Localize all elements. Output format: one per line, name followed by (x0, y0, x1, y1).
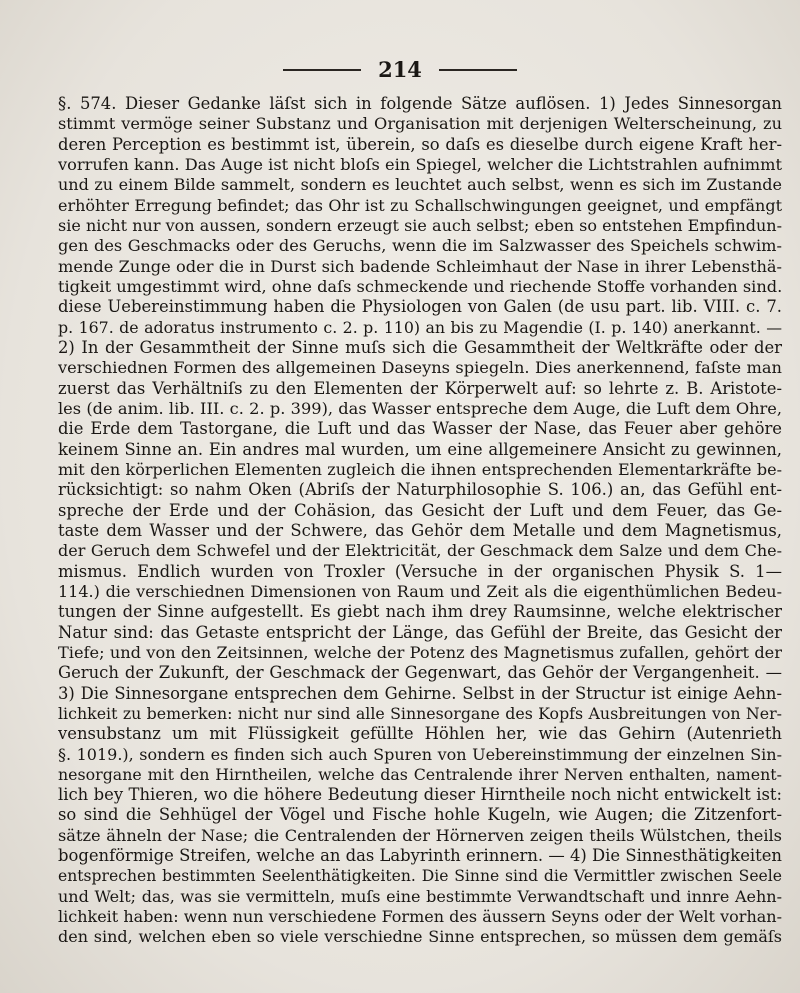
text-line: §. 1019.), sondern es finden sich auch Spuren von Uebereinstimmung der einzelnen Sin- (58, 744, 782, 764)
text-line: vensubstanz um mit Flüssigkeit gefüllte Höhlen her, wie das Gehirn (Autenrieth (58, 724, 782, 744)
text-line: §. 574. Dieser Gedanke läſst sich in folgende Sätze auflösen. 1) Jedes Sinnesorgan (58, 94, 782, 113)
text-line: erhöhter Erregung befindet; das Ohr ist zu Schallschwingungen geeignet, und empfängt (58, 195, 782, 215)
text-line: lichkeit zu bemerken: nicht nur sind alle Sinnesorgane des Kopfs Ausbreitungen von Ner- (58, 703, 782, 723)
text-line: les (de anim. lib. III. c. 2. p. 399), das Wasser entspreche dem Auge, die Luft dem Ohre, (58, 398, 782, 418)
text-line: mit den körperlichen Elementen zugleich die ihnen entsprechenden Elementarkräfte be- (58, 459, 782, 479)
text-line: nesorgane mit den Hirntheilen, welche das Centralende ihrer Nerven enthalten, nament- (58, 764, 782, 784)
text-line: Geruch der Zukunft, der Geschmack der Gegenwart, das Gehör der Vergangenheit. — (58, 663, 782, 683)
text-line: p. 167. de adoratus instrumento c. 2. p. 110) an bis zu Magendie (I. p. 140) anerkannt. — (58, 317, 782, 337)
text-line: bogenförmige Streifen, welche an das Labyrinth erinnern. — 4) Die Sinnesthätigkeiten (58, 846, 782, 866)
text-line: keinem Sinne an. Ein andres mal wurden, um eine allgemeinere Ansicht zu gewinnen, (58, 439, 782, 459)
text-line: den sind, welchen eben so viele verschiedne Sinne entsprechen, so müssen dem gemäſs (58, 927, 782, 947)
text-line: die Erde dem Tastorgane, die Luft und das Wasser der Nase, das Feuer aber gehöre (58, 419, 782, 439)
page-header (0, 52, 800, 86)
text-line: gen des Geschmacks oder des Geruchs, wenn die im Salzwasser des Speichels schwim- (58, 236, 782, 256)
text-line: zuerst das Verhältniſs zu den Elementen der Körperwelt auf: so lehrte z. B. Aristote- (58, 378, 782, 398)
text-line: lichkeit haben: wenn nun verschiedene Formen des äussern Seyns oder der Welt vorhan- (58, 907, 782, 927)
text-line: mismus. Endlich wurden von Troxler (Versuche in der organischen Physik S. 1— (58, 561, 782, 581)
text-line: verschiednen Formen des allgemeinen Daseyns spiegeln. Dies anerkennend, faſste man (58, 358, 782, 378)
header-rule-left (283, 69, 361, 71)
text-line: stimmt vermöge seiner Substanz und Organisation mit derjenigen Welterscheinung, zu (58, 114, 782, 134)
text-line: lich bey Thieren, wo die höhere Bedeutung dieser Hirntheile noch nicht entwickelt ist: (58, 785, 782, 805)
text-line: Tiefe; und von den Zeitsinnen, welche der Potenz des Magnetismus zufallen, gehört der (58, 642, 782, 662)
page-number: 214 (378, 56, 422, 82)
text-line: 2) In der Gesammtheit der Sinne muſs sich die Gesammtheit der Weltkräfte oder der (58, 337, 782, 357)
text-line (58, 948, 782, 968)
text-line: mende Zunge oder die in Durst sich badende Schleimhaut der Nase in ihrer Lebensthä- (58, 256, 782, 276)
text-line: taste dem Wasser und der Schwere, das Gehör dem Metalle und dem Magnetismus, (58, 520, 782, 540)
text-line: so sind die Sehhügel der Vögel und Fische hohle Kugeln, wie Augen; die Zitzenfort- (58, 805, 782, 825)
text-line: tungen der Sinne aufgestellt. Es giebt nach ihm drey Raumsinne, welche elektrischer (58, 602, 782, 622)
text-line: rücksichtigt: so nahm Oken (Abriſs der Naturphilosophie S. 106.) an, das Gefühl ent- (58, 480, 782, 500)
text-line: diese Uebereinstimmung haben die Physiologen von Galen (de usu part. lib. VIII. c. 7. (58, 297, 782, 317)
body-text (58, 94, 782, 968)
text-line: 3) Die Sinnesorgane entsprechen dem Gehirne. Selbst in der Structur ist einige Aehn- (58, 683, 782, 703)
text-line: spreche der Erde und der Cohäsion, das Gesicht der Luft und dem Feuer, das Ge- (58, 500, 782, 520)
text-line: tigkeit umgestimmt wird, ohne daſs schmeckende und riechende Stoffe vorhanden sind. (58, 276, 782, 296)
text-line: vorrufen kann. Das Auge ist nicht bloſs ein Spiegel, welcher die Lichtstrahlen aufnimmt (58, 154, 782, 174)
text-line: 114.) die verschiednen Dimensionen von Raum und Zeit als die eigenthümlichen Bedeu- (58, 581, 782, 601)
text-line: sie nicht nur von aussen, sondern erzeugt sie auch selbst; eben so entstehen Empfindun- (58, 215, 782, 235)
text-line: deren Perception es bestimmt ist, überein, so daſs es dieselbe durch eigene Kraft her- (58, 134, 782, 154)
text-line: und zu einem Bilde sammelt, sondern es leuchtet auch selbst, wenn es sich im Zustande (58, 175, 782, 195)
text-line: sätze ähneln der Nase; die Centralenden der Hörnerven zeigen theils Wülstchen, theils (58, 825, 782, 845)
text-line: und Welt; das, was sie vermitteln, muſs eine bestimmte Verwandtschaft und innre Aehn- (58, 886, 782, 906)
text-line: entsprechen bestimmten Seelenthätigkeiten. Die Sinne sind die Vermittler zwischen Seele (58, 867, 782, 886)
text-line: Natur sind: das Getaste entspricht der Länge, das Gefühl der Breite, das Gesicht der (58, 622, 782, 642)
header-rule-right (439, 69, 517, 71)
text-line: der Geruch dem Schwefel und der Elektricität, der Geschmack dem Salze und dem Che- (58, 541, 782, 561)
